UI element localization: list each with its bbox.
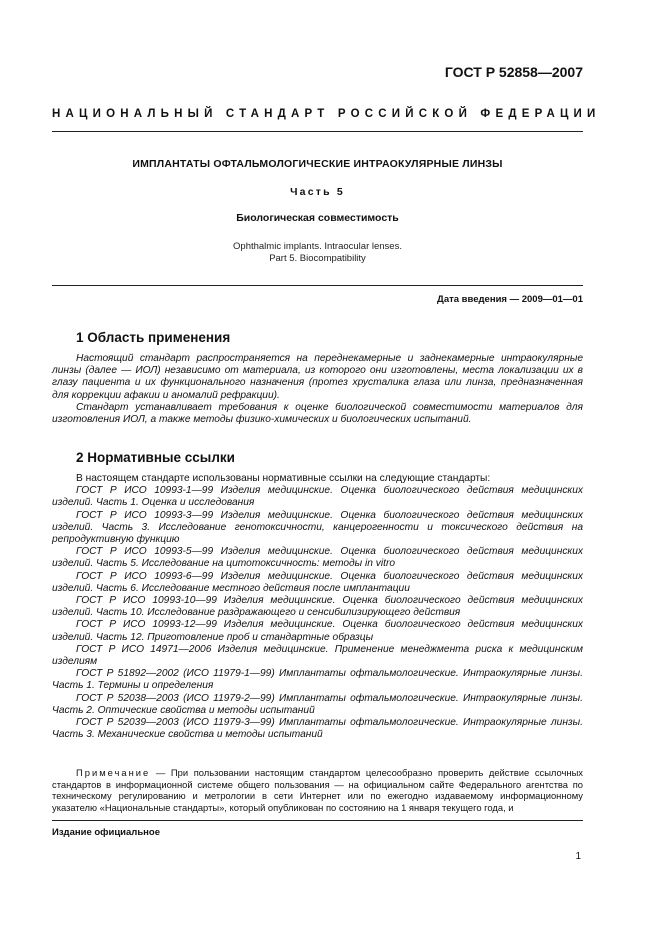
page-number: 1 [575,851,581,862]
standard-title: ИМПЛАНТАТЫ ОФТАЛЬМОЛОГИЧЕСКИЕ ИНТРАОКУЛЯРНЫЕ ЛИНЗЫ [132,158,503,170]
reference-item: ГОСТ Р ИСО 10993-3—99 Изделия медицинские. Оценка биологического действия медицинских изделий. Часть 3. Исследование генотоксичности, канцерогенности и токсического действия на репродуктивную функцию [52,509,583,546]
note-lead: Примечание [76,767,151,778]
reference-item: ГОСТ Р ИСО 10993-5—99 Изделия медицинские. Оценка биологического действия медицинских изделий. Часть 5. Исследование на цитотоксичность: методы in vitro [52,546,583,570]
reference-item: ГОСТ Р 51892—2002 (ИСО 11979-1—99) Имплантаты офтальмологические. Интраокулярные линзы. Часть 1. Термины и определения [52,668,583,692]
divider-middle [52,285,583,286]
paragraph: В настоящем стандарте использованы нормативные ссылки на следующие стандарты: [76,473,491,484]
standard-part: Часть 5 [290,186,345,198]
reference-item: ГОСТ Р ИСО 10993-10—99 Изделия медицинские. Оценка биологического действия медицинских изделий. Часть 10. Исследование раздражающего и сенсибилизирующего действия [52,595,583,619]
section-heading: 1 Область применения [76,330,231,345]
reference-item: ГОСТ Р ИСО 10993-6—99 Изделия медицинские. Оценка биологического действия медицинских изделий. Часть 6. Исследование местного действия после имплантации [52,570,583,594]
section-heading: 2 Нормативные ссылки [76,450,235,465]
paragraph: Настоящий стандарт распространяется на переднекамерные и заднекамерные интраокулярные линзы (далее — ИОЛ) независимо от материала, из которого они изготовлены, места локализации их в глазу пациента и их функционального назначения (протез хрусталика глаза или линза, предназначенная для коррекции афакии и аномалий рефракции). [52,353,583,401]
introduction-date: Дата введения — 2009—01—01 [437,294,583,305]
edition-label: Издание официальное [52,827,160,838]
note-paragraph [52,767,583,813]
reference-item: ГОСТ Р ИСО 14971—2006 Изделия медицинские. Применение менеджмента риска к медицинским изделиям [52,643,583,668]
english-title-line-2: Part 5. Biocompatibility [269,253,366,264]
paragraph: Стандарт устанавливает требования к оценке биологической совместимости материалов для изготовления ИОЛ, а также методы физико-химических и биологических испытаний. [52,401,583,426]
reference-item: ГОСТ Р 52039—2003 (ИСО 11979-3—99) Имплантаты офтальмологические. Интраокулярные линзы. Часть 3. Механические свойства и методы испытаний [52,717,583,741]
english-title-line-1: Ophthalmic implants. Intraocular lenses. [233,241,402,252]
reference-item: ГОСТ Р ИСО 10993-1—99 Изделия медицинские. Оценка биологического действия медицинских изделий. Часть 1. Оценка и исследования [52,485,583,509]
section-normative-references [52,450,583,741]
standard-subtitle: Биологическая совместимость [236,212,399,224]
section-scope [52,330,583,426]
note-text: — При пользовании настоящим стандартом целесообразно проверить действие ссылочных стандартов в информационной системе общего пользования — на официальном сайте Федерального агентства по техническому регулированию и метрологии в сети Интернет или по ежегодно издаваемому информационному указателю «Национальные стандарты», который опубликован по состоянию на 1 января текущего года, и [52,767,583,813]
reference-item: ГОСТ Р ИСО 10993-12—99 Изделия медицинские. Оценка биологического действия медицинских изделий. Часть 12. Приготовление проб и стандартные образцы [52,619,583,643]
national-standard-banner: НАЦИОНАЛЬНЫЙ СТАНДАРТ РОССИЙСКОЙ ФЕДЕРАЦИИ [52,108,601,120]
divider-top [52,131,583,132]
document-code: ГОСТ Р 52858—2007 [444,64,583,80]
reference-item: ГОСТ Р 52038—2003 (ИСО 11979-2—99) Имплантаты офтальмологические. Интраокулярные линзы. Часть 2. Оптические свойства и методы испытаний [52,692,583,716]
divider-bottom [52,820,583,821]
